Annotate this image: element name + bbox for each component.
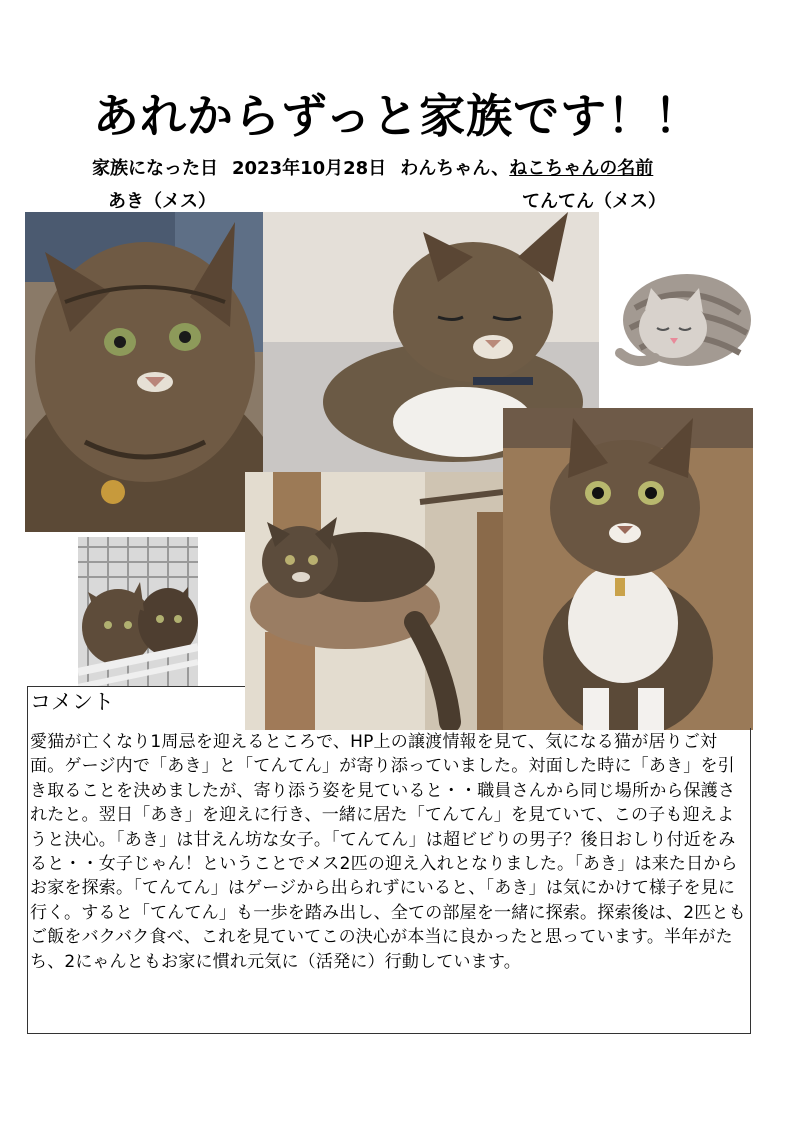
- names-prefix: わんちゃん、: [400, 158, 510, 179]
- cat-name-tenten: てんてん（メス）: [522, 191, 666, 212]
- page-title: あれからずっと家族です！！: [92, 89, 702, 143]
- sleeping-cat-illustration: [615, 258, 753, 370]
- cat-name-aki: あき（メス）: [108, 191, 216, 212]
- photo-aki-cat-tower: [245, 472, 503, 730]
- photo-aki-portrait: [25, 212, 263, 532]
- comment-box: [27, 728, 751, 1034]
- family-day-date: 2023年10月28日: [232, 158, 387, 179]
- family-day-line: [92, 154, 653, 180]
- names-label: ねこちゃんの名前: [509, 158, 654, 179]
- family-day-label: 家族になった日: [92, 158, 218, 179]
- photo-tenten-sitting: [503, 408, 753, 730]
- comment-heading: コメント: [27, 686, 245, 728]
- comment-text: 愛猫が亡くなり1周忌を迎えるところで、HP上の譲渡情報を見て、気になる猫が居りご対面。ゲージ内で「あき」と「てんてん」が寄り添っていました。対面した時に「あき」を引き取ることを決めましたが、寄り添う姿を見ていると・・職員さんから同じ場所から保護されたと。翌日「あき」を迎えに行き、一緒に居た「てんてん」を見ていて、この子も迎えようと決心。「あき」は甘えん坊な女子。「てんてん」は超ビビりの男子？後日おしり付近をみると・・女子じゃん！ということでメス2匹の迎え入れとなりました。「あき」は来た日からお家を探索。「てんてん」はゲージから出られずにいると、「あき」は気にかけて様子を見に行く。すると「てんてん」も一歩を踏み出し、全ての部屋を一緒に探索。探索後は、2匹ともご飯をバクバク食べ、これを見ていてこの決心が本当に良かったと思っています。半年がたち、2にゃんともお家に慣れ元気に（活発に）行動しています。: [30, 732, 746, 972]
- photo-two-cats-cage: [78, 537, 198, 689]
